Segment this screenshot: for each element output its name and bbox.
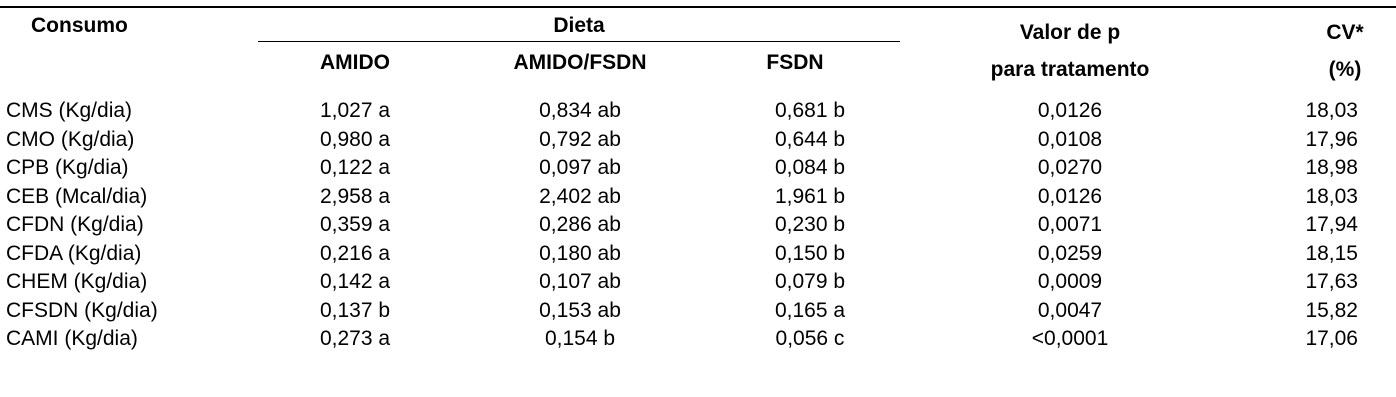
table-row <box>0 126 1396 155</box>
cell-cv: 18,03 <box>1305 99 1358 122</box>
cell-amido: 0,137 b <box>319 298 391 322</box>
cell-amido: 0,359 a <box>319 213 391 236</box>
cell-amido: 0,216 a <box>319 241 391 265</box>
cell-amido-fsdn: 2,402 ab <box>539 184 621 208</box>
cell-cv: 17,96 <box>1305 127 1358 151</box>
cell-cv: 18,98 <box>1305 156 1358 179</box>
header-consumo: Consumo <box>31 14 128 37</box>
cell-amido: 2,958 a <box>319 184 391 208</box>
row-label: CAMI (Kg/dia) <box>6 327 138 350</box>
header-cv-line2: (%) <box>1328 58 1362 81</box>
row-label: CFDN (Kg/dia) <box>6 213 144 236</box>
cell-cv: 18,15 <box>1305 241 1358 265</box>
cell-cv: 17,94 <box>1305 213 1358 236</box>
cell-cv: 18,03 <box>1305 184 1358 208</box>
table-row <box>0 211 1396 240</box>
table-row <box>0 325 1396 354</box>
header-amido-fsdn: AMIDO/FSDN <box>513 51 647 74</box>
cell-amido-fsdn: 0,792 ab <box>539 127 621 151</box>
cell-amido: 0,142 a <box>319 270 391 293</box>
row-label: CMO (Kg/dia) <box>6 127 135 151</box>
cell-amido-fsdn: 0,180 ab <box>539 241 621 265</box>
row-label: CPB (Kg/dia) <box>6 156 129 179</box>
dieta-span-rule <box>258 41 900 42</box>
cell-p-value: 0,0071 <box>1037 213 1103 236</box>
cell-p-value: <0,0001 <box>1031 327 1109 350</box>
header-fsdn: FSDN <box>766 51 824 74</box>
cell-p-value: 0,0108 <box>1037 127 1103 151</box>
table-row <box>0 297 1396 326</box>
cell-amido: 0,980 a <box>319 127 391 151</box>
table-row <box>0 183 1396 212</box>
cell-fsdn: 0,084 b <box>774 156 846 179</box>
cell-fsdn: 0,681 b <box>774 99 846 122</box>
cell-cv: 17,63 <box>1305 270 1358 293</box>
cell-amido-fsdn: 0,097 ab <box>539 156 621 179</box>
cell-fsdn: 0,165 a <box>774 298 846 322</box>
cell-fsdn: 1,961 b <box>774 184 846 208</box>
header-dieta: Dieta <box>553 14 605 37</box>
table-row <box>0 97 1396 126</box>
header-valor-line2: para tratamento <box>990 58 1150 81</box>
row-label: CFSDN (Kg/dia) <box>6 298 158 322</box>
cell-amido: 0,273 a <box>319 327 391 350</box>
row-label: CEB (Mcal/dia) <box>6 184 148 208</box>
header-valor-line1: Valor de p <box>1019 21 1121 44</box>
cell-fsdn: 0,079 b <box>774 270 846 293</box>
cell-p-value: 0,0270 <box>1037 156 1103 179</box>
table-top-rule <box>0 6 1396 8</box>
cell-amido-fsdn: 0,107 ab <box>539 270 621 293</box>
table-row <box>0 268 1396 297</box>
row-label: CMS (Kg/dia) <box>6 99 133 122</box>
cell-amido: 0,122 a <box>319 156 391 179</box>
cell-p-value: 0,0009 <box>1037 270 1103 293</box>
cell-p-value: 0,0047 <box>1037 298 1103 322</box>
cell-cv: 15,82 <box>1305 298 1358 322</box>
table-body <box>0 97 1396 354</box>
cell-p-value: 0,0126 <box>1037 99 1103 122</box>
row-label: CHEM (Kg/dia) <box>6 270 148 293</box>
header-amido: AMIDO <box>320 51 390 74</box>
header-valor-de-p <box>920 14 1220 88</box>
cell-p-value: 0,0126 <box>1037 184 1103 208</box>
cell-p-value: 0,0259 <box>1037 241 1103 265</box>
table-row <box>0 154 1396 183</box>
row-label: CFDA (Kg/dia) <box>6 241 142 265</box>
cell-amido-fsdn: 0,153 ab <box>539 298 621 322</box>
cell-amido-fsdn: 0,154 b <box>544 327 616 350</box>
cell-amido: 1,027 a <box>319 99 391 122</box>
cell-fsdn: 0,056 c <box>775 327 845 350</box>
cell-cv: 17,06 <box>1305 327 1358 350</box>
cell-fsdn: 0,230 b <box>774 213 846 236</box>
cell-amido-fsdn: 0,834 ab <box>539 99 621 122</box>
header-cv-line1: CV* <box>1326 21 1364 44</box>
cell-fsdn: 0,150 b <box>774 241 846 265</box>
cell-amido-fsdn: 0,286 ab <box>539 213 621 236</box>
table-row <box>0 240 1396 269</box>
header-cv <box>1250 14 1380 88</box>
cell-fsdn: 0,644 b <box>774 127 846 151</box>
